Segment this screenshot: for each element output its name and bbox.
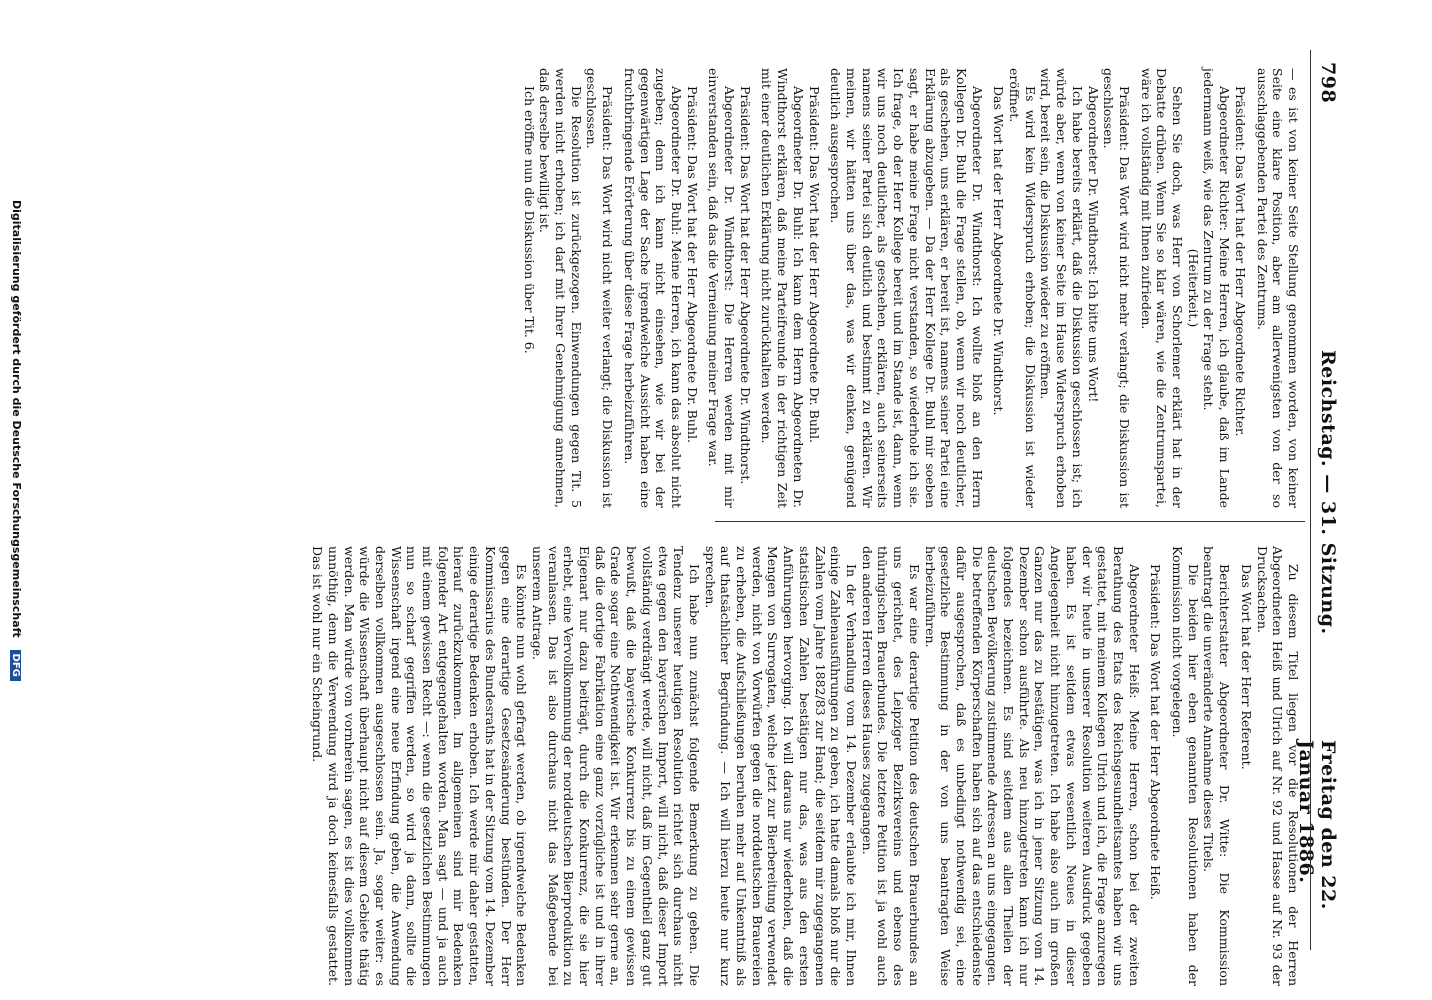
left-column <box>521 68 1301 508</box>
paragraph: Präsident: Das Wort hat der Herr Abgeordnete Dr. Buhl. <box>806 86 822 443</box>
digitization-credit <box>3 200 23 1000</box>
paragraph: Präsident: Das Wort hat der Herr Abgeordnete Heiß. <box>1148 564 1164 900</box>
header-rule <box>1310 50 1311 950</box>
paragraph: Ich habe nun zunächst folgende Bemerkung zu geben. Die Tendenz unserer heutigen Resolution richtet sich durchaus nicht etwa gegen den bayerischen Import, will nicht, daß dieser Import vollständig verdrängt werde, will nicht, daß im Gegentheil ganz gut bewußt, daß die bayerische Konkurrenz bis zu einem gewissen Grade sogar eine Nothwendigkeit ist. Wir erkennen sehr gerne an, daß die dortige Fabrikation eine ganz vorzügliche ist und in ihrer Eigenart nur dazu beiträgt, durch die Konkurrenz, die sie hier erhebt, eine Vervollkommnung der norddeutschen Bierproduktion zu veranlassen. Das ist also durchaus nicht das Maßgebende bei unserem Antrage. <box>529 546 702 986</box>
paragraph: Das Wort hat der Herr Referent. <box>1238 564 1254 770</box>
paragraph: Abgeordneter Dr. Windthorst: Ich wollte bloß an den Herrn Kollegen Dr. Buhl die Frage stellen, ob, wenn wir noch deutlicher, als geschehen, uns erklären, er bereit ist, namens seiner Partei eine Erklärung abzugeben. — Da der Herr Kollege Dr. Buhl mir soeben sagt, er habe meine Frage nicht verstanden, so wiederhole ich sie. Ich frage, ob der Herr Kollege bereit und im Stande ist, dann, wenn wir uns noch deutlicher, als geschehen, erklären, auch seinerseits namens seiner Partei sich deutlich und bestimmt zu erklären. Wir meinen, wir hätten uns über das, was wir denken, genügend deutlich ausgesprochen. <box>828 68 985 508</box>
paragraph: Zu diesem Titel liegen vor die Resolutionen der Herren Abgeordneten Heiß und Ulrich auf Nr. 92 und Hasse auf Nr. 93 der Drucksachen. <box>1254 546 1301 986</box>
dfg-logo: DFG <box>11 650 22 681</box>
paragraph: Präsident: Das Wort hat der Herr Abgeordnete Dr. Windthorst. <box>737 86 753 485</box>
paragraph: Es wird kein Widerspruch erhoben; die Diskussion ist wieder eröffnet. <box>1007 68 1038 508</box>
running-title: Reichstag. — 31. Sitzung. <box>1317 350 1339 635</box>
right-column <box>309 546 1301 986</box>
paragraph: Präsident: Das Wort hat der Herr Abgeordnete Dr. Buhl. <box>684 86 700 443</box>
paragraph: Die Resolution ist zurückgezogen. Einwendungen gegen Tit. 5 werden nicht erhoben; ich darf mit Ihrer Genehmigung annehmen, daß derselbe bewilligt ist. <box>537 68 584 508</box>
paragraph: — es ist von keiner Seite Stellung genommen worden, von keiner Seite eine klare Position, aber am allerwenigsten von der so ausschlaggebenden Partei des Zentrums. <box>1254 68 1301 508</box>
paragraph: Die beiden hier eben genannten Resolutionen haben der Kommission nicht vorgelegen. <box>1170 546 1201 986</box>
paragraph: Abgeordneter Dr. Windthorst: Die Herren werden mit mir einverstanden sein, daß das die Verneinung meiner Frage war. <box>706 68 738 508</box>
paragraph: Abgeordneter Dr. Buhl: Meine Herren, ich kann das absolut nicht zugeben; denn ich kann nicht einsehen, wie wir bei der gegenwärtigen Lage der Sache irgendwelche Aussicht haben eine fruchtbringende Erörterung über diese Frage herbeizuführen. <box>621 68 684 508</box>
paragraph: Es könnte nun wohl gefragt werden, ob irgendwelche Bedenken gegen eine derartige Gesetzesänderung bestünden. Der Herr Kommissarius des Bundesraths hat in der Sitzung vom 14. Dezember einige derartige Bedenken erhoben. Ich werde mir daher gestatten, hierauf zurückzukommen. Im allgemeinen sind mir Bedenken folgender Art entgegengehalten worden. Man sagt — und ja auch mit einem gewissen Recht —: wenn die gesetzlichen Bestimmungen nun so scharf gegriffen werden, so wird ja dann, sollte die Wissenschaft irgend eine neue Erfindung geben, die Anwendung derselben vollkommen ausgeschlossen sein. Ja, sogar weiter: es würde die Wissenschaft überhaupt nicht auf diesem Gebiete thätig werden. Man würde von vornherein sagen, es ist dies vollkommen unnöthig, denn die Verwendung wird ja doch keinesfalls gestattet. Das ist wohl nur ein Scheingrund. <box>310 546 530 986</box>
paragraph: In der Verhandlung vom 14. Dezember erlaubte ich mir, Ihnen einige Zahlenausführungen zu geben, ich hatte damals bloß nur die Zahlen vom Jahre 1882/83 zur Hand; die seitdem mir zugegangenen statistischen Zahlen bestätigen nur das, was aus den ersten Anführungen hervorging. Ich will daraus nur wiederholen, daß die Mengen von Surrogaten, welche jetzt zur Bierbereitung verwendet werden, nicht von Vorwürfen gegen die norddeutschen Brauereien zu erheben, die Aufschließungen beruhen mehr auf Unkenntniß als auf thatsächlicher Begründung. — Ich will hierzu heute nur kurz sprechen. <box>702 546 860 986</box>
paragraph: Abgeordneter Richter: Meine Herren, ich glaube, daß im Lande jedermann weiß, wie das Zentrum zu der Frage steht. <box>1201 68 1233 508</box>
paragraph: Das Wort hat der Herr Abgeordnete Dr. Windthorst. <box>991 86 1007 416</box>
paragraph: Präsident: Das Wort wird nicht mehr verlangt; die Diskussion ist geschlossen. <box>1101 68 1132 508</box>
credit-text: Digitalisierung gefördert durch die Deutsche Forschungsgemeinschaft <box>10 200 23 638</box>
column-divider <box>715 521 1305 522</box>
paragraph: Berichterstatter Abgeordneter Dr. Witte: Die Kommission beantragt die unveränderte Annahme dieses Titels. <box>1201 546 1233 986</box>
paragraph: Abgeordneter Dr. Windthorst: Ich bitte ums Wort! <box>1085 86 1101 403</box>
page-number: 798 <box>1317 62 1339 104</box>
paragraph: Präsident: Das Wort wird nicht weiter verlangt; die Diskussion ist geschlossen. <box>584 68 616 508</box>
stage-direction: (Heiterkeit.) <box>1185 248 1201 328</box>
paragraph: Präsident: Das Wort hat der Herr Abgeordnete Richter. <box>1232 86 1248 437</box>
paragraph: Sehen Sie doch, was Herr von Schorlemer erklärt hat in der Debatte drüben. Wenn Sie so klar wären, wie die Zentrumspartei, wäre ich vollständig mit Ihnen zufrieden. <box>1138 68 1186 508</box>
paragraph: Ich eröffne nun die Diskussion über Tit. 6. <box>521 86 537 354</box>
paragraph: Ich habe bereits erklärt, daß die Diskussion geschlossen ist; ich würde aber, wenn von keiner Seite im Hause Widerspruch erhoben wird, bereit sein, die Diskussion wieder zu eröffnen. <box>1038 68 1085 508</box>
paragraph: Abgeordneter Heiß: Meine Herren, schon bei der zweiten Berathung des Etats des Reichsgesundheitsamtes haben wir uns gestattet, mit meinem Kollegen Ulrich und ich, die Frage anzuregen der wir heute in unserer Resolution weiteren Ausdruck gegeben haben. Es ist seitdem etwas wesentlich Neues in dieser Angelegenheit nicht hinzugetreten. Ich habe also auch im großen Ganzen nur das zu bestätigen, was ich in jener Sitzung vom 14. Dezember schon ausführte. Als neu hinzugetreten kann ich nur folgendes bezeichnen. Es sind seitdem aus allen Theilen der deutschen Bevölkerung zustimmende Adressen an uns eingegangen. Die betreffenden Körperschaften haben sich auf das entschiedenste dafür ausgesprochen, daß es unbedingt nothwendig sei, eine gesetzliche Bestimmung in der von uns beantragten Weise herbeizuführen. <box>922 546 1142 986</box>
page-header <box>1295 50 1345 950</box>
paragraph: Es war eine derartige Petition des deutschen Brauerbundes an uns gerichtet, des Leipziger Bezirksvereins und ebenso des thüringischen Brauerbundes. Die letztere Petition ist ja wohl auch den anderen Herren dieses Hauses zugegangen. <box>859 546 922 986</box>
session-date: Freitag den 22. Januar 1886. <box>1295 740 1339 910</box>
paragraph: Abgeordneter Dr. Buhl: Ich kann dem Herrn Abgeordneten Dr. Windthorst erklären, daß meine Parteifreunde in der richtigen Zeit mit einer deutlichen Erklärung nicht zurückhalten werden. <box>759 68 806 508</box>
